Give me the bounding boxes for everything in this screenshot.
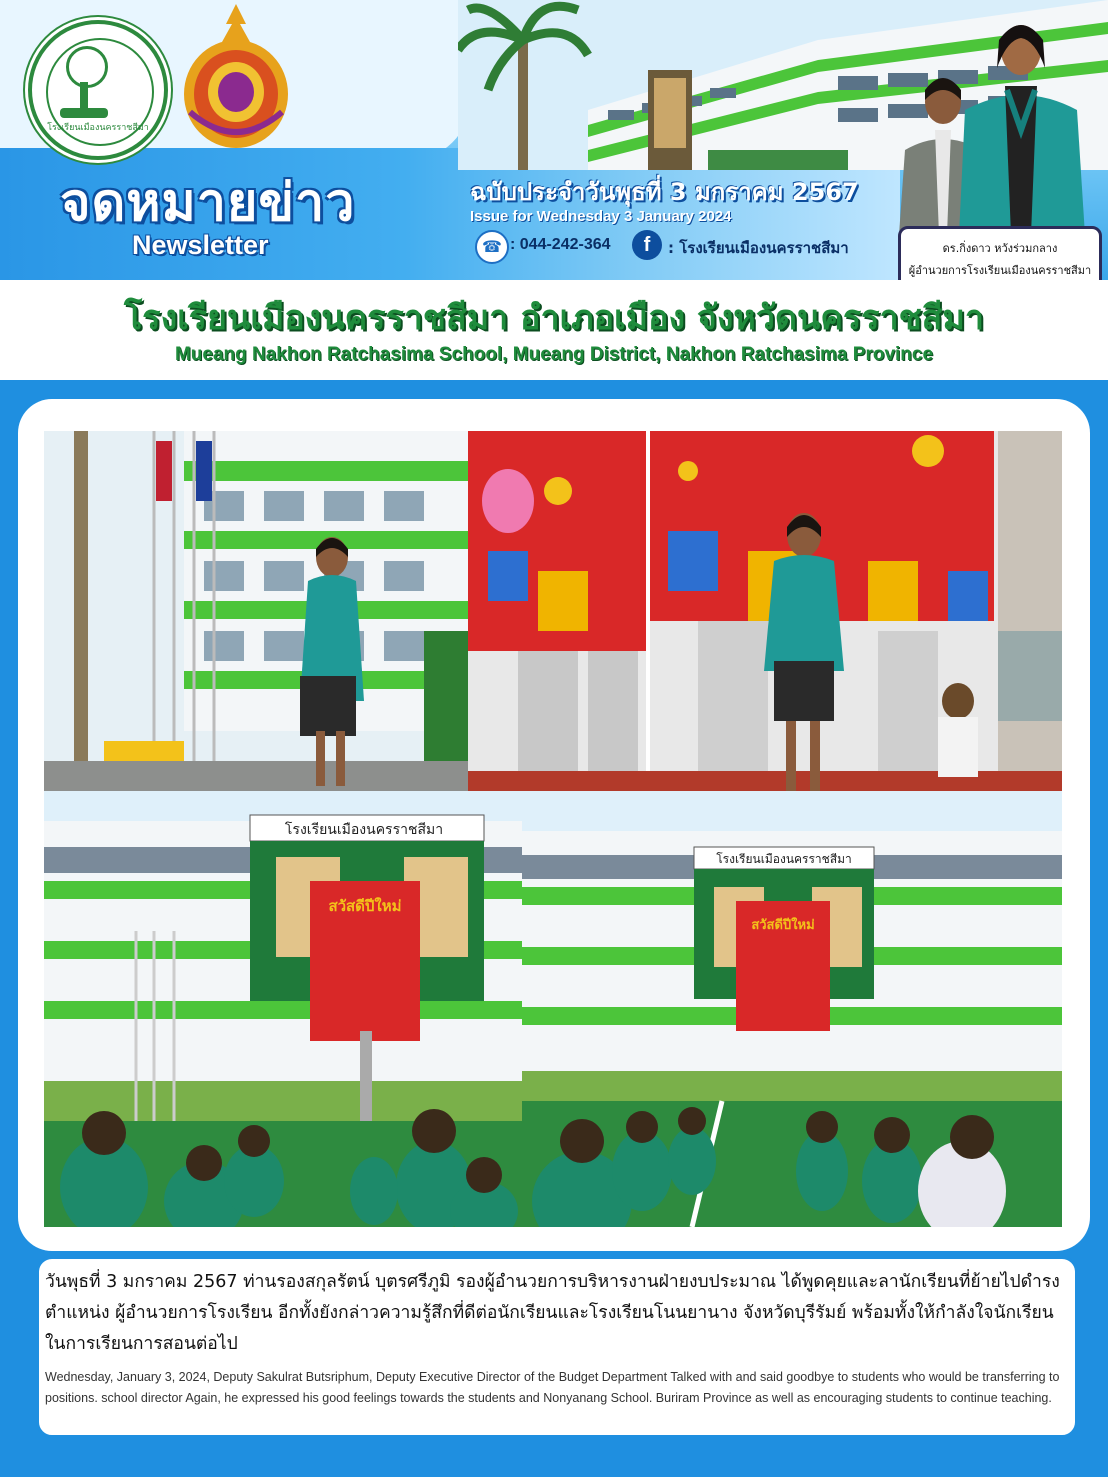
newsletter-title-th: จดหมายข่าว [60,173,356,233]
facebook-page[interactable]: : โรงเรียนเมืองนครราชสีมา [668,239,849,257]
issue-date-th: ฉบับประจำวันพุธที่ 3 มกราคม 2567 [470,178,859,206]
school-name-en: Mueang Nakhon Ratchasima School, Mueang District, Nakhon Ratchasima Province [174,344,934,365]
phone-icon: ☎ [475,230,509,264]
photo-collage-card [18,399,1090,1251]
building-sign-right: โรงเรียนเมืองนครราชสีมา [716,852,852,866]
director-name: ดร.กิ่งดาว หวังร่วมกลาง [942,242,1058,255]
photo-speaker-christmas-backdrop [468,431,1062,791]
story-text-en: Wednesday, January 3, 2024, Deputy Sakulrat Butsriphum, Deputy Executive Director of the Budget Department Talked with and said goodbye to students who would be transferring to positions. school director Again, he expressed his good feelings towards the students and Nonyanang School. Buriram Province as well as encouraging students to continue teaching. [45,1370,1060,1405]
new-year-banner-left: สวัสดีปีใหม่ [328,897,402,915]
photo-speaker-flagpoles [44,431,468,791]
facebook-icon[interactable]: f [632,230,662,260]
new-year-banner-right: สวัสดีปีใหม่ [751,918,815,933]
school-name-th: โรงเรียนเมืองนครราชสีมา อำเภอเมือง จังหวัดนครราชสีมา [124,298,984,338]
photo-assembly-left [44,791,522,1227]
photo-assembly-right [522,791,1062,1227]
issue-date-en: Issue for Wednesday 3 January 2024 [470,208,732,225]
phone-number[interactable]: : 044-242-364 [510,236,611,253]
story-text-card [36,1256,1078,1438]
director-title: ผู้อำนวยการโรงเรียนเมืองนครราชสีมา [908,264,1092,277]
school-logo-text: โรงเรียนเมืองนครราชสีมา [47,123,149,133]
building-sign-left: โรงเรียนเมืองนครราชสีมา [284,822,444,838]
director-photo [895,10,1105,235]
newsletter-title-en: Newsletter [132,230,269,260]
obec-emblem [180,2,292,152]
story-text-th: วันพุธที่ 3 มกราคม 2567 ท่านรองสกุลรัตน์ บุตรศรีภูมิ รองผู้อำนวยการบริหารงานฝ่ายงบประมาณ ได้พูดคุยและลานักเรียนที่ย้ายไปดำรงตำแหน่ง ผู้อำนวยการโรงเรียน อีกทั้งยังกล่าวความรู้สึกที่ดีต่อนักเรียนและโรงเรียนโนนยานาง จังหวัดบุรีรัมย์ พร้อมทั้งให้กำลังใจนักเรียนในการเรียนการสอนต่อไป [45,1272,1060,1354]
school-logo [28,20,168,160]
